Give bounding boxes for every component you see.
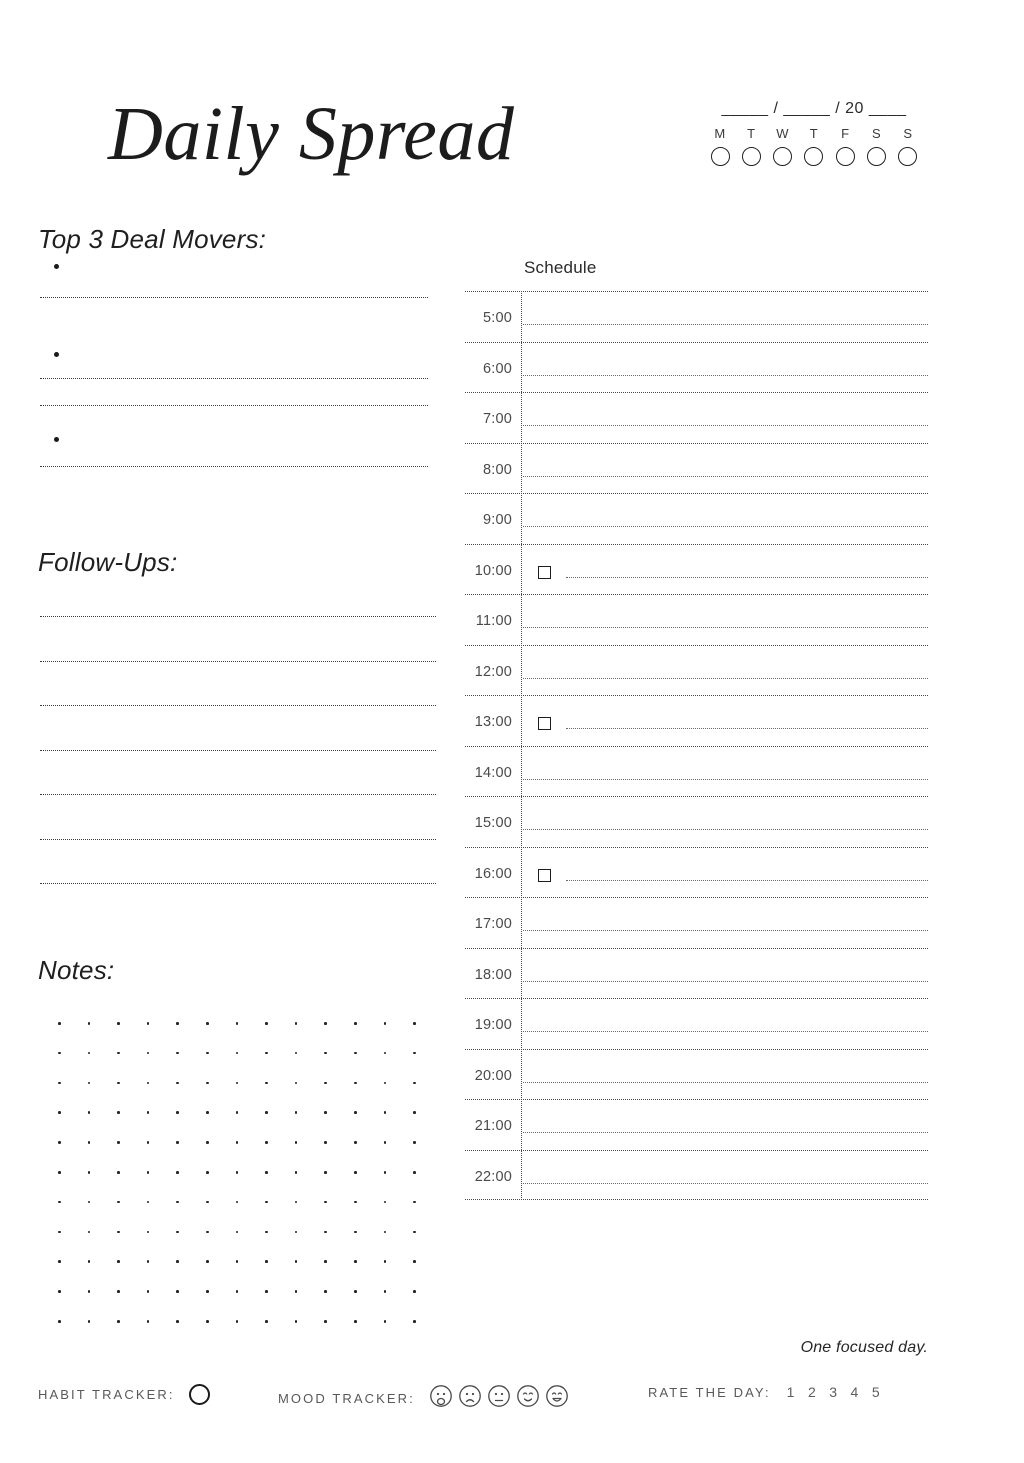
schedule-write-line[interactable] xyxy=(523,1031,928,1032)
weekday-cell-6[interactable] xyxy=(896,127,920,166)
weekday-circle[interactable] xyxy=(773,147,792,166)
notes-grid-dot xyxy=(58,1231,61,1234)
notes-grid-dot xyxy=(354,1320,357,1323)
notes-grid-dot xyxy=(58,1320,61,1323)
schedule-checkbox[interactable] xyxy=(538,566,551,579)
notes-grid-dot xyxy=(236,1290,239,1293)
notes-grid-dot xyxy=(88,1141,91,1144)
notes-grid-dot xyxy=(413,1141,416,1144)
notes-grid-dot xyxy=(354,1082,357,1085)
weekday-circle[interactable] xyxy=(711,147,730,166)
notes-grid-dot xyxy=(58,1260,61,1263)
notes-grid-dot xyxy=(324,1022,327,1025)
notes-grid-dot xyxy=(354,1022,357,1025)
notes-grid-dot xyxy=(265,1082,268,1085)
rate-value-1[interactable]: 1 xyxy=(786,1384,795,1400)
schedule-time-label: 13:00 xyxy=(474,714,512,730)
notes-grid-dot xyxy=(265,1052,268,1055)
schedule-write-line[interactable] xyxy=(523,627,928,628)
notes-grid-dot xyxy=(117,1320,120,1323)
notes-grid-dot xyxy=(58,1052,61,1055)
notes-grid-dot xyxy=(176,1201,179,1204)
follow-up-write-line-6[interactable] xyxy=(40,839,436,840)
mood-tracker-label: MOOD TRACKER: xyxy=(278,1391,415,1406)
notes-grid-dot xyxy=(295,1260,298,1263)
schedule-write-line[interactable] xyxy=(523,375,928,376)
schedule-time-label: 20:00 xyxy=(474,1067,512,1084)
rate-value-3[interactable]: 3 xyxy=(829,1384,838,1400)
notes-grid-dot xyxy=(354,1052,357,1055)
weekday-circle[interactable] xyxy=(836,147,855,166)
notes-grid-dot xyxy=(236,1082,239,1085)
habit-tracker-circle[interactable] xyxy=(189,1384,210,1405)
schedule-grid xyxy=(465,291,928,1200)
notes-grid-dot xyxy=(206,1171,209,1174)
date-blank-field[interactable]: _____ / _____ / 20 ____ xyxy=(721,100,907,117)
schedule-time-label: 14:00 xyxy=(474,764,512,781)
schedule-time-label: 8:00 xyxy=(482,461,512,478)
notes-grid-dot xyxy=(265,1320,268,1323)
notes-grid-dot xyxy=(413,1290,416,1293)
mood-face-neutral-icon[interactable] xyxy=(487,1384,511,1413)
notes-grid-dot xyxy=(384,1141,387,1144)
schedule-time-label: 15:00 xyxy=(474,815,512,831)
schedule-row[interactable] xyxy=(465,897,928,948)
schedule-time-label: 6:00 xyxy=(482,360,512,377)
notes-grid-dot xyxy=(58,1022,61,1025)
notes-grid-dot xyxy=(324,1082,327,1085)
notes-grid-dot xyxy=(265,1260,268,1263)
schedule-row[interactable] xyxy=(465,443,928,494)
schedule-write-line[interactable] xyxy=(566,880,928,881)
notes-grid-dot xyxy=(88,1260,91,1263)
notes-grid-dot xyxy=(147,1260,150,1263)
follow-up-write-line-3[interactable] xyxy=(40,705,436,706)
notes-grid-dot xyxy=(206,1082,209,1085)
notes-grid-dot xyxy=(58,1111,61,1114)
notes-grid-dot xyxy=(88,1320,91,1323)
schedule-write-line[interactable] xyxy=(523,1132,928,1133)
notes-grid-dot xyxy=(265,1141,268,1144)
notes-grid-dot xyxy=(176,1141,179,1144)
weekday-circle[interactable] xyxy=(898,147,917,166)
top-mover-bullet-1 xyxy=(54,264,59,269)
notes-grid-dot xyxy=(147,1231,150,1234)
notes-grid-dot xyxy=(295,1141,298,1144)
schedule-checkbox[interactable] xyxy=(538,717,551,730)
top-mover-bullet-3 xyxy=(54,437,59,442)
notes-grid-dot xyxy=(324,1201,327,1204)
notes-grid-dot xyxy=(384,1082,387,1085)
schedule-row[interactable] xyxy=(465,392,928,443)
notes-grid-dot xyxy=(413,1320,416,1323)
notes-grid-dot xyxy=(354,1201,357,1204)
schedule-write-line[interactable] xyxy=(566,577,928,578)
top-mover-write-line-4[interactable] xyxy=(40,466,428,467)
schedule-time-label: 18:00 xyxy=(474,966,512,983)
notes-grid-dot xyxy=(176,1320,179,1323)
schedule-time-label: 17:00 xyxy=(474,916,512,932)
schedule-write-line[interactable] xyxy=(523,425,928,426)
follow-up-write-line-5[interactable] xyxy=(40,794,436,795)
notes-grid-dot xyxy=(176,1290,179,1293)
notes-grid-dot xyxy=(384,1111,387,1114)
notes-grid-dot xyxy=(265,1022,268,1025)
notes-grid-dot xyxy=(384,1320,387,1323)
notes-grid-dot xyxy=(236,1320,239,1323)
mood-face-sad-icon[interactable] xyxy=(458,1384,482,1413)
tagline: One focused day. xyxy=(800,1339,928,1356)
weekday-circle[interactable] xyxy=(867,147,886,166)
rate-value-group xyxy=(787,1384,880,1400)
notes-grid-dot xyxy=(236,1171,239,1174)
notes-grid-dot xyxy=(265,1111,268,1114)
weekday-letter: S xyxy=(872,126,882,141)
notes-grid-dot xyxy=(324,1171,327,1174)
weekday-selector xyxy=(706,127,922,166)
notes-grid-dot xyxy=(413,1260,416,1263)
notes-grid-dot xyxy=(206,1111,209,1114)
notes-grid-dot xyxy=(176,1052,179,1055)
schedule-row[interactable] xyxy=(465,796,928,847)
notes-grid-dot xyxy=(384,1231,387,1234)
notes-grid-dot xyxy=(295,1052,298,1055)
schedule-write-line[interactable] xyxy=(523,678,928,679)
notes-grid-dot xyxy=(295,1022,298,1025)
notes-grid-dot xyxy=(206,1022,209,1025)
notes-grid-dot xyxy=(295,1111,298,1114)
follow-up-write-line-1[interactable] xyxy=(40,616,436,617)
schedule-write-line[interactable] xyxy=(523,476,928,477)
notes-grid-dot xyxy=(176,1082,179,1085)
weekday-cell-5[interactable] xyxy=(865,127,889,166)
weekday-letter: M xyxy=(714,126,726,141)
schedule-time-label: 19:00 xyxy=(474,1017,512,1033)
notes-grid-dot xyxy=(58,1141,61,1144)
notes-grid-dot xyxy=(236,1052,239,1055)
weekday-cell-2[interactable] xyxy=(771,127,795,166)
notes-grid-dot xyxy=(295,1320,298,1323)
notes-grid-dot xyxy=(295,1082,298,1085)
schedule-row[interactable] xyxy=(465,594,928,645)
weekday-cell-0[interactable] xyxy=(708,127,732,166)
notes-grid-dot xyxy=(176,1171,179,1174)
notes-grid-dot xyxy=(236,1022,239,1025)
notes-grid-dot xyxy=(324,1141,327,1144)
rate-the-day-label: RATE THE DAY: xyxy=(648,1384,771,1400)
weekday-letter: T xyxy=(809,126,819,141)
weekday-letter: W xyxy=(776,126,790,141)
notes-grid-dot xyxy=(324,1052,327,1055)
notes-grid-dot xyxy=(88,1201,91,1204)
follow-ups-heading: Follow-Ups: xyxy=(38,547,178,577)
notes-grid-dot xyxy=(354,1141,357,1144)
rate-value-5[interactable]: 5 xyxy=(871,1384,881,1400)
weekday-circle[interactable] xyxy=(742,147,761,166)
notes-grid-dot xyxy=(265,1201,268,1204)
schedule-heading: Schedule xyxy=(524,258,597,277)
notes-grid-dot xyxy=(117,1022,120,1025)
schedule-write-line[interactable] xyxy=(523,779,928,780)
notes-grid-dot xyxy=(265,1231,268,1234)
rate-value-2[interactable]: 2 xyxy=(807,1384,817,1400)
notes-grid-dot xyxy=(117,1052,120,1055)
notes-grid-dot xyxy=(413,1052,416,1055)
schedule-write-line[interactable] xyxy=(523,526,928,527)
schedule-time-label: 11:00 xyxy=(475,613,512,629)
notes-grid-dot xyxy=(324,1111,327,1114)
notes-grid-dot xyxy=(384,1052,387,1055)
schedule-row[interactable] xyxy=(465,948,928,999)
weekday-cell-1[interactable] xyxy=(739,127,763,166)
schedule-row[interactable] xyxy=(465,291,928,342)
mood-face-group xyxy=(429,1384,569,1413)
notes-grid-dot xyxy=(88,1231,91,1234)
weekday-letter: F xyxy=(841,126,850,141)
habit-tracker xyxy=(38,1384,210,1405)
notes-grid-dot xyxy=(88,1290,91,1293)
follow-up-write-line-4[interactable] xyxy=(40,750,436,751)
notes-grid-dot xyxy=(206,1320,209,1323)
follow-up-write-line-2[interactable] xyxy=(40,661,436,662)
notes-grid-dot xyxy=(324,1290,327,1293)
mood-face-happy-icon[interactable] xyxy=(516,1384,540,1413)
notes-grid-dot xyxy=(176,1022,179,1025)
notes-grid-dot xyxy=(147,1171,150,1174)
notes-grid-dot xyxy=(206,1201,209,1204)
notes-grid-dot xyxy=(354,1231,357,1234)
notes-grid-dot xyxy=(295,1231,298,1234)
schedule-time-label: 22:00 xyxy=(474,1168,512,1185)
schedule-time-label: 7:00 xyxy=(482,411,512,427)
rate-the-day xyxy=(648,1384,880,1400)
notes-grid-dot xyxy=(58,1082,61,1085)
notes-grid-dot xyxy=(117,1260,120,1263)
top-mover-write-line-2[interactable] xyxy=(40,378,428,379)
notes-grid-dot xyxy=(413,1082,416,1085)
notes-grid-dot xyxy=(88,1111,91,1114)
schedule-time-label: 5:00 xyxy=(482,310,512,326)
notes-grid-dot xyxy=(236,1111,239,1114)
top-mover-write-line-1[interactable] xyxy=(40,297,428,298)
notes-grid-dot xyxy=(117,1141,120,1144)
notes-dot-grid[interactable] xyxy=(58,1022,418,1334)
notes-grid-dot xyxy=(117,1231,120,1234)
notes-grid-dot xyxy=(206,1052,209,1055)
schedule-write-line[interactable] xyxy=(523,829,928,830)
notes-grid-dot xyxy=(236,1260,239,1263)
schedule-row[interactable] xyxy=(465,695,928,746)
notes-grid-dot xyxy=(324,1231,327,1234)
schedule-time-label: 9:00 xyxy=(482,512,512,528)
notes-grid-dot xyxy=(117,1201,120,1204)
notes-grid-dot xyxy=(206,1290,209,1293)
schedule-row[interactable] xyxy=(465,847,928,898)
schedule-write-line[interactable] xyxy=(523,930,928,931)
schedule-time-label: 12:00 xyxy=(474,663,512,680)
schedule-write-line[interactable] xyxy=(523,981,928,982)
top-mover-write-line-3[interactable] xyxy=(40,405,428,406)
schedule-time-label: 10:00 xyxy=(474,562,512,579)
notes-grid-dot xyxy=(117,1111,120,1114)
notes-grid-dot xyxy=(384,1201,387,1204)
notes-grid-dot xyxy=(384,1171,387,1174)
notes-grid-dot xyxy=(384,1290,387,1293)
notes-grid-dot xyxy=(176,1231,179,1234)
notes-grid-dot xyxy=(206,1260,209,1263)
notes-grid-dot xyxy=(176,1260,179,1263)
habit-tracker-label: HABIT TRACKER: xyxy=(38,1387,175,1402)
notes-grid-dot xyxy=(117,1290,120,1293)
weekday-cell-4[interactable] xyxy=(833,127,857,166)
notes-grid-dot xyxy=(384,1260,387,1263)
notes-grid-dot xyxy=(58,1171,61,1174)
rate-value-4[interactable]: 4 xyxy=(850,1384,859,1400)
notes-grid-dot xyxy=(88,1052,91,1055)
schedule-time-label: 21:00 xyxy=(474,1118,512,1134)
notes-grid-dot xyxy=(206,1141,209,1144)
notes-grid-dot xyxy=(413,1231,416,1234)
notes-grid-dot xyxy=(147,1320,150,1323)
schedule-write-line[interactable] xyxy=(523,324,928,325)
notes-grid-dot xyxy=(413,1171,416,1174)
follow-up-write-line-7[interactable] xyxy=(40,883,436,884)
notes-grid-dot xyxy=(147,1111,150,1114)
schedule-write-line[interactable] xyxy=(523,1082,928,1083)
notes-grid-dot xyxy=(176,1111,179,1114)
notes-grid-dot xyxy=(354,1290,357,1293)
schedule-write-line[interactable] xyxy=(566,728,928,729)
notes-grid-dot xyxy=(58,1290,61,1293)
notes-heading: Notes: xyxy=(38,955,115,985)
notes-grid-dot xyxy=(413,1022,416,1025)
notes-grid-dot xyxy=(117,1171,120,1174)
notes-grid-dot xyxy=(413,1111,416,1114)
notes-grid-dot xyxy=(236,1201,239,1204)
notes-grid-dot xyxy=(413,1201,416,1204)
notes-grid-dot xyxy=(295,1201,298,1204)
notes-grid-dot xyxy=(354,1260,357,1263)
notes-grid-dot xyxy=(384,1022,387,1025)
notes-grid-dot xyxy=(265,1171,268,1174)
weekday-letter: S xyxy=(903,126,913,141)
notes-grid-dot xyxy=(58,1201,61,1204)
notes-grid-dot xyxy=(295,1171,298,1174)
top-movers-heading: Top 3 Deal Movers: xyxy=(38,224,267,254)
notes-grid-dot xyxy=(147,1082,150,1085)
notes-grid-dot xyxy=(147,1141,150,1144)
notes-grid-dot xyxy=(88,1022,91,1025)
schedule-row[interactable] xyxy=(465,1150,928,1201)
schedule-write-line[interactable] xyxy=(523,1183,928,1184)
notes-grid-dot xyxy=(354,1171,357,1174)
notes-grid-dot xyxy=(236,1141,239,1144)
schedule-row[interactable] xyxy=(465,645,928,696)
schedule-row[interactable] xyxy=(465,342,928,393)
schedule-row[interactable] xyxy=(465,998,928,1049)
page-title: Daily Spread xyxy=(108,92,515,176)
mood-face-very-sad-icon[interactable] xyxy=(429,1384,453,1413)
mood-tracker xyxy=(278,1384,569,1413)
notes-grid-dot xyxy=(88,1171,91,1174)
schedule-row[interactable] xyxy=(465,493,928,544)
notes-grid-dot xyxy=(265,1290,268,1293)
schedule-checkbox[interactable] xyxy=(538,869,551,882)
notes-grid-dot xyxy=(88,1082,91,1085)
notes-grid-dot xyxy=(295,1290,298,1293)
notes-grid-dot xyxy=(147,1022,150,1025)
notes-grid-dot xyxy=(324,1260,327,1263)
schedule-row[interactable] xyxy=(465,1099,928,1150)
mood-face-very-happy-icon[interactable] xyxy=(545,1384,569,1413)
date-block xyxy=(706,100,922,166)
notes-grid-dot xyxy=(324,1320,327,1323)
notes-grid-dot xyxy=(147,1290,150,1293)
schedule-time-label: 16:00 xyxy=(474,865,512,882)
notes-grid-dot xyxy=(206,1231,209,1234)
schedule-row[interactable] xyxy=(465,1049,928,1100)
weekday-letter: T xyxy=(747,126,756,141)
notes-grid-dot xyxy=(117,1082,120,1085)
top-mover-bullet-2 xyxy=(54,352,59,357)
schedule-row[interactable] xyxy=(465,746,928,797)
notes-grid-dot xyxy=(236,1231,239,1234)
notes-grid-dot xyxy=(354,1111,357,1114)
weekday-circle[interactable] xyxy=(804,147,823,166)
schedule-row[interactable] xyxy=(465,544,928,595)
weekday-cell-3[interactable] xyxy=(802,127,826,166)
notes-grid-dot xyxy=(147,1201,150,1204)
notes-grid-dot xyxy=(147,1052,150,1055)
